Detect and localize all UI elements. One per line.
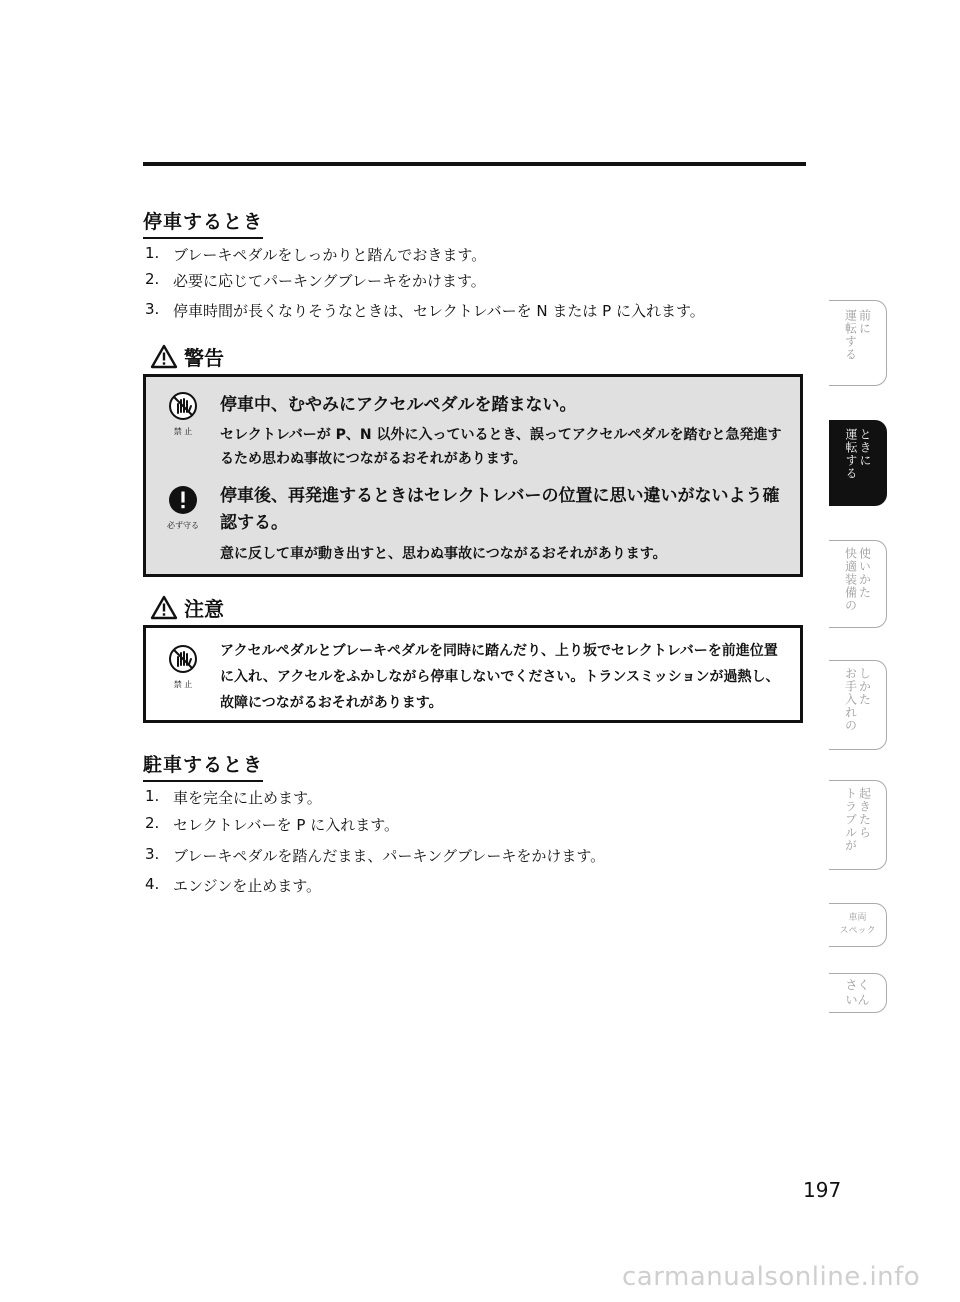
prohibited-hand-icon (168, 391, 198, 421)
list-item: 1. ブレーキペダルをしっかりと踏んでおきます。 (145, 244, 487, 264)
list-item: 2. セレクトレバーを P に入れます。 (145, 814, 400, 834)
exclamation-circle-icon (168, 485, 198, 515)
tab-while-driving[interactable]: 運転する ときに (829, 420, 887, 506)
warning-entry-text: 意に反して車が動き出すと、思わぬ事故につながるおそれがあります。 (220, 546, 667, 562)
prohibited-symbol: 禁 止 (158, 644, 208, 690)
list-item: 1. 車を完全に止めます。 (145, 787, 322, 807)
prohibited-symbol: 禁 止 (158, 391, 208, 437)
caution-triangle-icon (150, 595, 178, 620)
tab-before-driving[interactable]: 運転する 前に (829, 300, 887, 386)
warning-box (143, 374, 803, 577)
page-number: 197 (803, 1178, 842, 1202)
warning-header (150, 342, 224, 371)
warning-heading: 警告 (184, 346, 224, 370)
tab-comfort-equipment[interactable]: 快適装備の 使いかた (829, 540, 887, 628)
list-item: 3. ブレーキペダルを踏んだまま、パーキングブレーキをかけます。 (145, 845, 606, 865)
warning-entry (220, 483, 786, 566)
list-item: 4. エンジンを止めます。 (145, 875, 322, 895)
caution-heading: 注意 (184, 597, 224, 621)
tab-troubleshooting[interactable]: トラブルが 起きたら (829, 780, 887, 870)
park-steps (145, 787, 605, 901)
list-item: 3. 停車時間が長くなりそうなときは、セレクトレバーを N または P に入れます。 (145, 300, 705, 320)
section-title-park: 駐車するとき (143, 750, 263, 782)
footer-watermark-url: carmanualsonline.info (622, 1262, 921, 1292)
warning-entry-title: 停車中、むやみにアクセルペダルを踏まない。 (220, 395, 577, 415)
prohibited-hand-icon (168, 644, 198, 674)
warning-triangle-icon (150, 344, 178, 369)
caution-text: アクセルペダルとブレーキペダルを同時に踏んだり、上り坂でセレクトレバーを前進位置に入れ、アクセルをふかしながら停車しないでください。トランスミッションが過熱し、故障につながるおそれがあります。 (220, 643, 780, 711)
warning-entry-text: セレクトレバーが P、N 以外に入っているとき、誤ってアクセルペダルを踏むと急発進するため思わぬ事故につながるおそれがあります。 (220, 427, 782, 467)
caution-header (150, 593, 224, 622)
top-rule (143, 162, 806, 166)
caution-box (143, 625, 803, 723)
tab-index[interactable]: さく いん (829, 973, 887, 1013)
warning-entry-title: 停車後、再発進するときはセレクトレバーの位置に思い違いがないよう確認する。 (220, 486, 780, 533)
tab-specifications[interactable]: 車両 スペック (829, 903, 887, 947)
stop-steps (145, 244, 705, 326)
mandatory-symbol: 必ず守る (158, 485, 208, 531)
warning-entry (220, 392, 786, 471)
section-title-stop: 停車するとき (143, 207, 263, 239)
list-item: 2. 必要に応じてパーキングブレーキをかけます。 (145, 270, 486, 290)
tab-maintenance[interactable]: お手入れの しかた (829, 660, 887, 750)
